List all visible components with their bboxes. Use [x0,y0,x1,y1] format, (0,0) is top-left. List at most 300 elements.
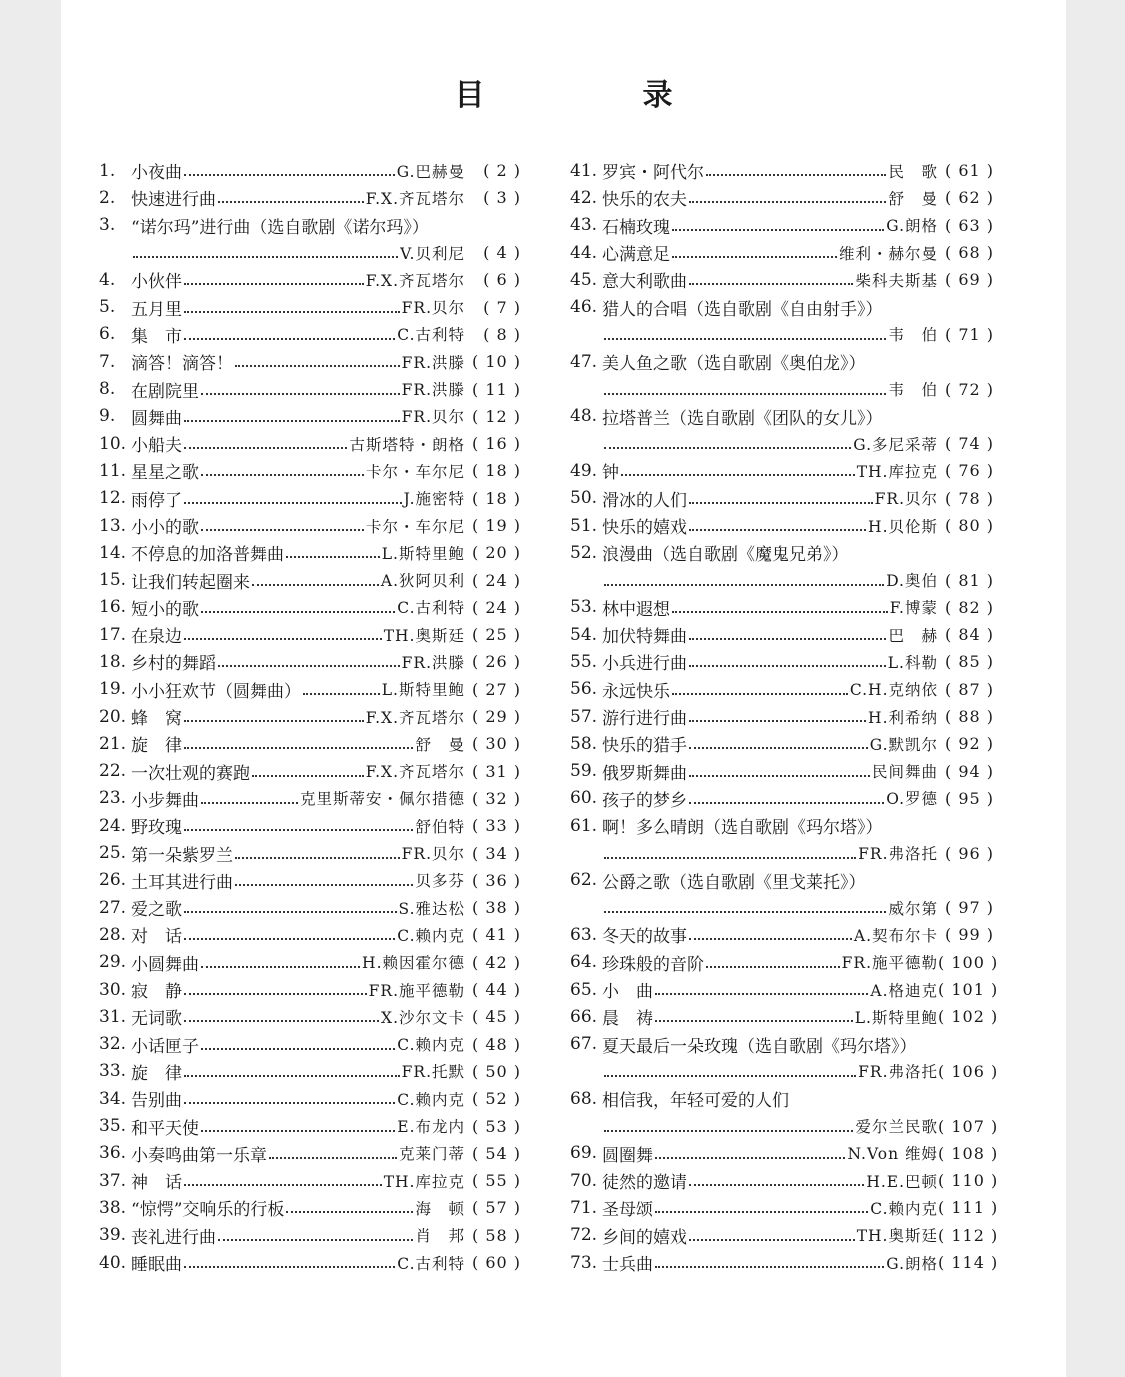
entry-page-number: ( 72 ) [944,379,994,399]
dot-leader [252,774,364,777]
entry-title: 土耳其进行曲 [131,872,233,893]
toc-entry [99,921,521,948]
toc-entry [99,184,521,211]
entry-page-number: ( 96 ) [944,843,994,863]
toc-entry [99,949,521,976]
entry-composer: 巴 赫 [888,626,938,645]
entry-title: 无词歌 [131,1009,182,1030]
entry-page-number: ( 32 ) [471,788,521,808]
entry-composer: TH.库拉克 [383,1172,465,1191]
entry-composer: 民 歌 [888,162,938,181]
entry-title: 啊！多么晴朗（选自歌剧《玛尔塔》） [602,818,883,839]
entry-composer: FR.洪滕 [401,381,465,400]
entry-title: “诺尔玛”进行曲（选自歌剧《诺尔玛》） [131,217,429,238]
entry-number: 64. [570,952,598,973]
dot-leader [689,937,852,940]
entry-page-number: ( 30 ) [471,734,521,754]
entry-title: 小话匣子 [131,1036,199,1057]
entry-page-number: ( 2 ) [483,161,521,181]
entry-title: 孩子的梦乡 [602,790,687,811]
toc-entry [570,676,994,703]
entry-composer: 肖 邦 [415,1227,465,1246]
entry-page-number: ( 57 ) [471,1198,521,1218]
toc-entry [99,1140,521,1167]
entry-composer: L.斯特里鲍 [854,1008,938,1027]
entry-number: 17. [99,624,127,645]
entry-composer: C.赖内克 [397,1036,465,1055]
dot-leader [269,1156,397,1159]
entry-number: 39. [99,1225,127,1246]
entry-title: 小伙伴 [131,272,182,293]
entry-number: 65. [570,979,598,1000]
entry-number: 12. [99,488,127,509]
entry-title: 浪漫曲（选自歌剧《魔鬼兄弟》） [602,545,849,566]
entry-number: 62. [570,870,598,891]
entry-page-number: ( 45 ) [471,1007,521,1027]
toc-entry [570,730,994,757]
toc-entry [570,1003,999,1030]
toc-entry-continuation [99,239,521,266]
dot-leader [655,1019,853,1022]
entry-composer: FR.弗洛托 [858,845,938,864]
entry-page-number: ( 55 ) [471,1171,521,1191]
entry-composer: C.古利特 [397,1254,465,1273]
entry-page-number: ( 27 ) [471,679,521,699]
toc-entry [570,1140,999,1167]
dot-leader [655,992,868,995]
dot-leader [201,473,364,476]
entry-composer: 舒 曼 [415,735,465,754]
dot-leader [184,828,413,831]
entry-page-number: ( 69 ) [944,270,994,290]
entry-composer: L.斯特里鲍 [381,544,465,563]
entry-number: 70. [570,1170,598,1191]
entry-title: 公爵之歌（选自歌剧《里戈莱托》） [602,872,866,893]
entry-number: 68. [570,1088,598,1109]
entry-number: 49. [570,460,598,481]
entry-title: 五月里 [131,299,182,320]
dot-leader [184,1265,395,1268]
toc-entry [99,730,521,757]
toc-entry [570,785,994,812]
entry-number: 13. [99,515,127,536]
entry-number: 9. [99,406,116,427]
entry-composer: E.布龙内 [397,1118,465,1137]
toc-entry [570,212,994,239]
entry-composer: A.狄阿贝利 [380,572,465,591]
entry-title: 加伏特舞曲 [602,627,687,648]
entry-composer: 贝多芬 [415,872,465,891]
entry-page-number: ( 53 ) [471,1116,521,1136]
entry-composer: 海 顿 [415,1199,465,1218]
entry-number: 6. [99,324,116,345]
entry-number: 4. [99,269,116,290]
toc-entry [570,457,994,484]
entry-page-number: ( 19 ) [471,516,521,535]
toc-entry-continuation [570,1112,999,1139]
entry-number: 23. [99,788,127,809]
entry-title: 俄罗斯舞曲 [602,763,687,784]
entry-page-number: ( 88 ) [944,707,994,727]
dot-leader [689,282,853,285]
entry-title: 不停息的加洛普舞曲 [131,545,284,566]
dot-leader [286,555,380,558]
entry-title: 晨 祷 [602,1009,653,1030]
toc-entry [99,1085,521,1112]
toc-right-column [570,157,999,1276]
entry-title: 小小狂欢节（圆舞曲） [131,681,301,702]
toc-entry [570,812,994,839]
entry-title: 集 市 [131,326,182,347]
entry-number: 5. [99,297,116,318]
entry-number: 10. [99,433,127,454]
dot-leader [672,610,888,613]
entry-title: 滴答！滴答！ [131,354,233,375]
entry-composer: C.赖内克 [397,926,465,945]
toc-entry [570,976,999,1003]
entry-title: 小兵进行曲 [602,654,687,675]
dot-leader [218,200,364,203]
entry-composer: FR.洪滕 [401,353,465,372]
entry-title: 石楠玫瑰 [602,217,670,238]
entry-number: 15. [99,570,127,591]
toc-entry [99,485,521,512]
toc-entry [99,621,521,648]
entry-number: 35. [99,1116,127,1137]
dot-leader [604,446,851,449]
dot-leader [184,910,397,913]
entry-composer: 爱尔兰民歌 [855,1118,938,1137]
entry-number: 8. [99,379,116,400]
dot-leader [218,1238,413,1241]
dot-leader [235,364,400,367]
toc-entry [570,867,994,894]
entry-title: 小 曲 [602,982,653,1003]
toc-entry [99,321,521,348]
toc-entry [570,1031,994,1058]
toc-entry [570,157,994,184]
entry-title: 对 话 [131,927,182,948]
entry-page-number: ( 84 ) [944,625,994,645]
entry-title: 在剧院里 [131,381,199,402]
entry-number: 21. [99,733,127,754]
entry-composer: F.X.齐瓦塔尔 [365,708,465,727]
entry-number: 45. [570,269,598,290]
dot-leader [672,255,837,258]
entry-title: 小夜曲 [131,163,182,184]
entry-title: 星星之歌 [131,463,199,484]
dot-leader [201,610,395,613]
toc-entry [570,485,994,512]
entry-title: 小奏鸣曲第一乐章 [131,1145,267,1166]
entry-title: 圆圈舞 [602,1145,653,1166]
dot-leader [689,200,886,203]
entry-page-number: ( 48 ) [471,1034,521,1054]
entry-composer: C.赖内克 [870,1199,938,1218]
dot-leader [672,228,884,231]
entry-number: 18. [99,651,127,672]
dot-leader [184,719,364,722]
toc-entry [99,539,521,566]
toc-entry [570,348,994,375]
toc-entry [570,512,994,539]
dot-leader [689,528,866,531]
entry-composer: FR.施平德勒 [368,981,465,1000]
entry-page-number: ( 54 ) [471,1143,521,1163]
dot-leader [184,1074,400,1077]
dot-leader [706,173,886,176]
entry-page-number: ( 68 ) [944,243,994,263]
entry-number: 66. [570,1006,598,1027]
entry-composer: TH.奥斯廷 [383,626,465,645]
entry-page-number: ( 3 ) [483,188,521,208]
entry-title: 猎人的合唱（选自歌剧《自由射手》） [602,299,883,320]
toc-entry [99,676,521,703]
entry-page-number: ( 18 ) [471,461,521,481]
dot-leader [706,965,840,968]
toc-entry [570,703,994,730]
entry-number: 56. [570,679,598,700]
toc-entry [99,1031,521,1058]
entry-composer: 维利・赫尔曼 [838,244,938,263]
dot-leader [621,473,855,476]
entry-composer: C.古利特 [397,326,465,345]
toc-entry [99,375,521,402]
dot-leader [252,583,379,586]
dot-leader [184,1183,382,1186]
toc-entry [99,430,521,457]
entry-composer: G.朗格 [886,217,938,236]
entry-composer: FR.贝尔 [401,408,465,427]
dot-leader [689,746,868,749]
dot-leader [604,1074,856,1077]
entry-title: 爱之歌 [131,900,182,921]
entry-page-number: ( 24 ) [471,570,521,590]
entry-title: 徒然的邀请 [602,1173,687,1194]
entry-composer: 卡尔・车尔尼 [365,462,465,481]
entry-number: 57. [570,706,598,727]
dot-leader [184,446,347,449]
dot-leader [604,583,884,586]
toc-entry-continuation [570,321,994,348]
dot-leader [133,255,398,258]
toc-entry [570,184,994,211]
entry-page-number: ( 111 ) [938,1198,999,1218]
entry-composer: C.H.克纳依 [849,681,938,700]
entry-composer: 柴科夫斯基 [855,271,938,290]
entry-page-number: ( 24 ) [471,597,521,617]
toc-entry [99,293,521,320]
toc-entry [99,1112,521,1139]
entry-composer: TH.库拉克 [856,462,938,481]
toc-entry [570,921,994,948]
entry-number: 34. [99,1088,127,1109]
toc-entry [570,648,994,675]
toc-entry-continuation [570,894,994,921]
toc-entry [570,1222,999,1249]
entry-title: 意大利歌曲 [602,272,687,293]
dot-leader [655,1265,884,1268]
entry-composer: G.多尼采蒂 [853,435,938,454]
toc-entry [99,703,521,730]
entry-composer: H.E.巴顿 [866,1172,938,1191]
entry-composer: S.雅达松 [398,899,465,918]
entry-composer: F.X.齐瓦塔尔 [365,271,465,290]
entry-composer: 克里斯蒂安・佩尔措德 [299,790,465,809]
entry-number: 38. [99,1197,127,1218]
entry-composer: X.沙尔文卡 [381,1008,465,1027]
entry-title: 美人鱼之歌（选自歌剧《奥伯龙》） [602,354,866,375]
entry-number: 58. [570,733,598,754]
entry-number: 59. [570,761,598,782]
toc-entry [570,266,994,293]
entry-page-number: ( 12 ) [471,406,521,426]
dot-leader [184,637,382,640]
dot-leader [201,1047,395,1050]
entry-page-number: ( 82 ) [944,597,994,617]
entry-composer: FR.贝尔 [401,299,465,318]
dot-leader [604,910,886,913]
toc-entry-continuation [570,566,994,593]
entry-title: 士兵曲 [602,1255,653,1276]
entry-composer: 民间舞曲 [871,763,938,782]
entry-page-number: ( 114 ) [938,1253,999,1273]
dot-leader [184,173,395,176]
entry-page-number: ( 31 ) [471,761,521,781]
document-page [61,0,1066,1377]
toc-entry [99,1167,521,1194]
entry-number: 20. [99,706,127,727]
entry-page-number: ( 102 ) [938,1007,999,1027]
toc-entry [99,1249,521,1276]
entry-composer: L.斯特里鲍 [381,681,465,700]
entry-page-number: ( 63 ) [944,215,994,235]
entry-number: 53. [570,597,598,618]
entry-number: 72. [570,1225,598,1246]
entry-page-number: ( 20 ) [471,543,521,563]
entry-composer: F.X.齐瓦塔尔 [365,763,465,782]
entry-number: 27. [99,897,127,918]
entry-number: 37. [99,1170,127,1191]
entry-number: 42. [570,187,598,208]
entry-number: 33. [99,1061,127,1082]
entry-title: 在泉边 [131,627,182,648]
entry-page-number: ( 52 ) [471,1089,521,1109]
entry-number: 69. [570,1143,598,1164]
entry-page-number: ( 33 ) [471,816,521,836]
entry-page-number: ( 87 ) [944,679,994,699]
entry-title: 寂 静 [131,982,182,1003]
toc-entry [99,1058,521,1085]
entry-number: 51. [570,515,598,536]
dot-leader [184,501,402,504]
entry-page-number: ( 94 ) [944,761,994,781]
entry-page-number: ( 41 ) [471,925,521,945]
entry-title: 林中遐想 [602,599,670,620]
entry-composer: 克莱门蒂 [398,1145,465,1164]
entry-title: 冬天的故事 [602,927,687,948]
toc-entry [570,1167,999,1194]
dot-leader [201,801,298,804]
entry-page-number: ( 10 ) [471,352,521,372]
entry-page-number: ( 62 ) [944,188,994,208]
toc-entry [570,1085,994,1112]
entry-page-number: ( 101 ) [938,980,999,1000]
toc-entry [99,594,521,621]
entry-page-number: ( 61 ) [944,161,994,181]
dot-leader [201,528,364,531]
entry-number: 48. [570,406,598,427]
dot-leader [655,1156,845,1159]
entry-page-number: ( 80 ) [944,516,994,535]
entry-composer: A.契布尔卡 [853,926,938,945]
dot-leader [655,1210,868,1213]
entry-page-number: ( 34 ) [471,843,521,863]
dot-leader [184,1019,379,1022]
entry-page-number: ( 58 ) [471,1225,521,1245]
toc-entry [99,812,521,839]
dot-leader [184,310,400,313]
entry-composer: FR.托默 [401,1063,465,1082]
entry-page-number: ( 112 ) [938,1225,999,1245]
entry-title: 一次壮观的赛跑 [131,763,250,784]
entry-title: 雨停了 [131,490,182,511]
entry-title: 短小的歌 [131,599,199,620]
dot-leader [672,692,848,695]
entry-page-number: ( 99 ) [944,925,994,945]
entry-page-number: ( 95 ) [944,788,994,808]
toc-entry [570,539,994,566]
entry-number: 55. [570,651,598,672]
toc-entry [99,512,521,539]
entry-number: 44. [570,242,598,263]
entry-number: 16. [99,597,127,618]
entry-page-number: ( 29 ) [471,707,521,727]
entry-composer: F.X.齐瓦塔尔 [365,189,465,208]
entry-composer: J.施密特 [403,490,465,509]
dot-leader [689,664,886,667]
dot-leader [235,883,413,886]
entry-composer: TH.奥斯廷 [856,1227,938,1246]
entry-title: “惊愕”交响乐的行板 [131,1200,285,1221]
entry-title: 圆舞曲 [131,408,182,429]
dot-leader [235,856,400,859]
toc-entry [570,594,994,621]
entry-number: 41. [570,160,598,181]
entry-composer: 韦 伯 [888,326,938,345]
entry-page-number: ( 60 ) [471,1253,521,1273]
toc-entry [570,403,994,430]
dot-leader [604,856,856,859]
entry-title: 小圆舞曲 [131,954,199,975]
entry-number: 2. [99,187,116,208]
entry-title: 快乐的农夫 [602,190,687,211]
entry-title: 蜂 窝 [131,709,182,730]
entry-page-number: ( 38 ) [471,898,521,918]
entry-number: 46. [570,297,598,318]
toc-entry [570,949,999,976]
dot-leader [201,392,400,395]
entry-page-number: ( 11 ) [471,379,521,399]
entry-title: 小步舞曲 [131,790,199,811]
entry-number: 31. [99,1006,127,1027]
entry-title: 小小的歌 [131,518,199,538]
entry-title: 相信我，年轻可爱的人们 [602,1091,789,1112]
toc-entry [99,1194,521,1221]
dot-leader [201,965,360,968]
entry-page-number: ( 25 ) [471,625,521,645]
entry-composer: 舒 曼 [888,189,938,208]
